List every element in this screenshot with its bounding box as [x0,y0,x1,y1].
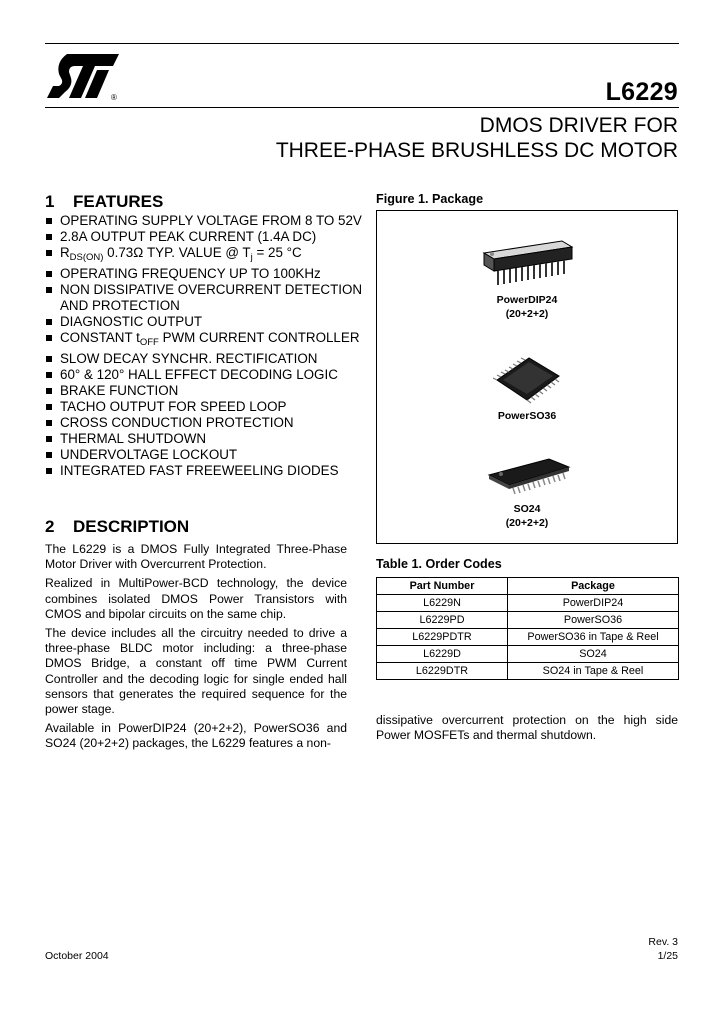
feature-item: 60° & 120° HALL EFFECT DECODING LOGIC [45,367,365,383]
cell-package: PowerSO36 [508,612,679,629]
cell-package: SO24 [508,646,679,663]
description-title: DESCRIPTION [73,517,190,536]
feature-item: SLOW DECAY SYNCHR. RECTIFICATION [45,351,365,367]
feature-item: OPERATING FREQUENCY UP TO 100KHz [45,266,365,282]
table-row [377,646,679,663]
feature-item: NON DISSIPATIVE OVERCURRENT DETECTION AND PROTECTION [45,282,365,314]
feature-item: TACHO OUTPUT FOR SPEED LOOP [45,399,365,415]
cell-part-number: L6229D [377,646,508,663]
feature-item-toff: CONSTANT $t_{OFF}$ PWM CURRENT CONTROLLER [45,330,365,351]
title-rule [45,107,679,108]
cell-part-number: L6229DTR [377,663,508,680]
header-package: Package [508,578,679,595]
feature-item-rdson: $R_{DS(ON)}$ 0.73Ω TYP. VALUE @ $T_j = 25$ °C [45,245,365,266]
table-row [377,629,679,646]
description-paragraph: The L6229 is a DMOS Fully Integrated Three-Phase Motor Driver with Overcurrent Protection. [45,542,347,572]
description-paragraph: Realized in MultiPower-BCD technology, the device combines isolated DMOS Power Transistors with CMOS and bipolar circuits on the same chip. [45,576,347,621]
cell-package: PowerDIP24 [508,595,679,612]
description-body [45,542,347,756]
st-logo [45,52,125,102]
figure-caption: Figure 1. Package [376,192,484,206]
description-heading [45,517,189,537]
table-row [377,595,679,612]
description-continuation: dissipative overcurrent protection on the high side Power MOSFETs and thermal shutdown. [376,713,678,743]
features-title: FEATURES [73,192,164,211]
footer-date: October 2004 [45,950,109,962]
feature-item: DIAGNOSTIC OUTPUT [45,314,365,330]
cell-part-number: L6229N [377,595,508,612]
package-name: PowerDIP24 [496,294,558,306]
part-number: L6229 [605,78,678,106]
feature-item: OPERATING SUPPLY VOLTAGE FROM 8 TO 52V [45,213,365,229]
table-caption: Table 1. Order Codes [376,557,502,571]
package-note: (20+2+2) [505,517,549,529]
table-row [377,612,679,629]
package-name: PowerSO36 [497,410,557,422]
cell-package: PowerSO36 in Tape & Reel [508,629,679,646]
feature-item: THERMAL SHUTDOWN [45,431,365,447]
features-heading [45,192,163,212]
top-rule [45,43,679,44]
cell-part-number: L6229PDTR [377,629,508,646]
feature-item: BRAKE FUNCTION [45,383,365,399]
powerso36-package-icon [493,354,563,404]
so24-package-icon [485,457,573,497]
table-header-row [377,578,679,595]
feature-item: UNDERVOLTAGE LOCKOUT [45,447,365,463]
description-number: 2 [45,517,55,536]
package-name: SO24 [513,503,541,515]
feature-item: INTEGRATED FAST FREEWEELING DIODES [45,463,365,479]
description-paragraph: The device includes all the circuitry needed to drive a three-phase BLDC motor including: a three-phase DMOS Bridge, a constant off time PWM Current Controller and the decoding logic for single ended hall sensors that generates the required sequence for the power stage. [45,626,347,717]
features-number: 1 [45,192,55,211]
features-list [45,213,365,479]
cell-package: SO24 in Tape & Reel [508,663,679,680]
description-paragraph: Available in PowerDIP24 (20+2+2), PowerSO36 and SO24 (20+2+2) packages, the L6229 features a non- [45,721,347,751]
cell-part-number: L6229PD [377,612,508,629]
package-figure [376,210,678,544]
subtitle-line-2: THREE-PHASE BRUSHLESS DC MOTOR [275,139,678,162]
table-row [377,663,679,680]
order-codes-table [376,577,679,680]
footer-revision: Rev. 3 [648,936,678,948]
registered-mark: ® [111,93,117,102]
feature-item: 2.8A OUTPUT PEAK CURRENT (1.4A DC) [45,229,365,245]
package-note: (20+2+2) [505,308,549,320]
subtitle-line-1: DMOS DRIVER FOR [479,114,678,137]
powerdip24-package-icon [478,239,576,291]
footer-page: 1/25 [657,950,678,962]
feature-item: CROSS CONDUCTION PROTECTION [45,415,365,431]
header-part-number: Part Number [377,578,508,595]
